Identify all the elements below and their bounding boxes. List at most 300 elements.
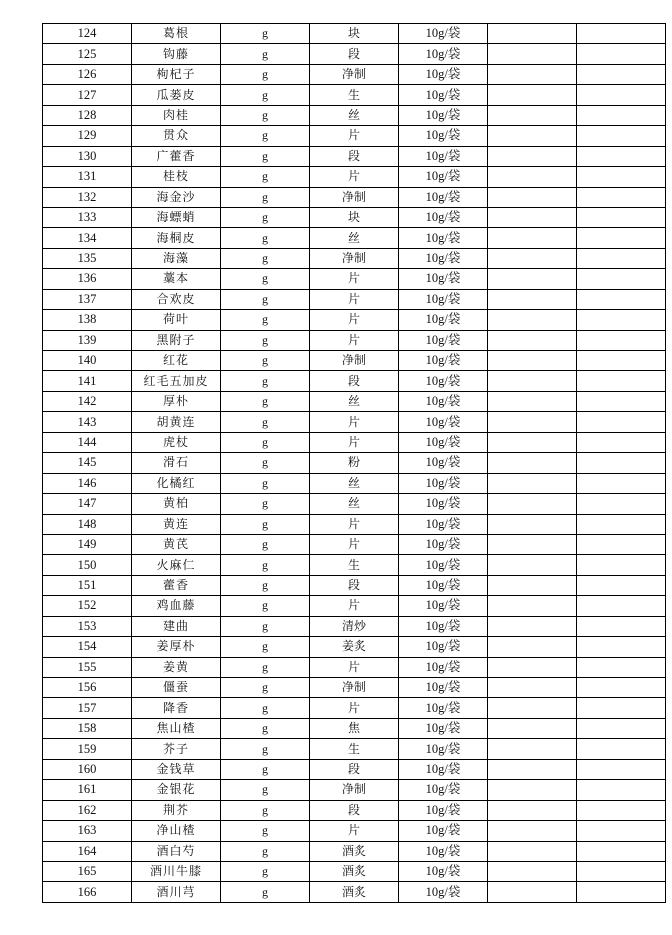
row-number-cell: 156: [43, 678, 132, 698]
row-number-cell: 162: [43, 800, 132, 820]
unit-cell: g: [221, 616, 310, 636]
empty-cell: [577, 391, 666, 411]
empty-cell: [488, 248, 577, 268]
package-spec-cell: 10g/袋: [399, 739, 488, 759]
row-number-cell: 158: [43, 718, 132, 738]
processing-form-cell: 焦: [310, 718, 399, 738]
table-row: [43, 432, 666, 452]
herb-name-cell: 黄芪: [132, 534, 221, 554]
unit-cell: g: [221, 514, 310, 534]
unit-cell: g: [221, 596, 310, 616]
processing-form-cell: 丝: [310, 473, 399, 493]
package-spec-cell: 10g/袋: [399, 473, 488, 493]
processing-form-cell: 净制: [310, 678, 399, 698]
package-spec-cell: 10g/袋: [399, 514, 488, 534]
empty-cell: [488, 575, 577, 595]
empty-cell: [488, 596, 577, 616]
unit-cell: g: [221, 330, 310, 350]
herb-name-cell: 海藻: [132, 248, 221, 268]
empty-cell: [488, 800, 577, 820]
processing-form-cell: 片: [310, 412, 399, 432]
processing-form-cell: 片: [310, 126, 399, 146]
row-number-cell: 124: [43, 24, 132, 44]
processing-form-cell: 片: [310, 167, 399, 187]
empty-cell: [577, 228, 666, 248]
row-number-cell: 154: [43, 637, 132, 657]
empty-cell: [488, 657, 577, 677]
row-number-cell: 159: [43, 739, 132, 759]
table-row: [43, 24, 666, 44]
herb-name-cell: 滑石: [132, 453, 221, 473]
unit-cell: g: [221, 821, 310, 841]
empty-cell: [577, 841, 666, 861]
herb-name-cell: 贯众: [132, 126, 221, 146]
empty-cell: [577, 739, 666, 759]
herb-name-cell: 瓜蒌皮: [132, 85, 221, 105]
unit-cell: g: [221, 187, 310, 207]
processing-form-cell: 片: [310, 289, 399, 309]
unit-cell: g: [221, 780, 310, 800]
empty-cell: [488, 780, 577, 800]
herb-name-cell: 黄连: [132, 514, 221, 534]
empty-cell: [488, 187, 577, 207]
processing-form-cell: 片: [310, 432, 399, 452]
processing-form-cell: 片: [310, 269, 399, 289]
table-row: [43, 637, 666, 657]
row-number-cell: 134: [43, 228, 132, 248]
empty-cell: [488, 126, 577, 146]
row-number-cell: 136: [43, 269, 132, 289]
row-number-cell: 142: [43, 391, 132, 411]
herb-name-cell: 桂枝: [132, 167, 221, 187]
herb-name-cell: 建曲: [132, 616, 221, 636]
package-spec-cell: 10g/袋: [399, 412, 488, 432]
empty-cell: [577, 146, 666, 166]
unit-cell: g: [221, 371, 310, 391]
processing-form-cell: 片: [310, 596, 399, 616]
empty-cell: [488, 85, 577, 105]
herb-name-cell: 藁本: [132, 269, 221, 289]
empty-cell: [488, 841, 577, 861]
unit-cell: g: [221, 310, 310, 330]
herb-name-cell: 葛根: [132, 24, 221, 44]
package-spec-cell: 10g/袋: [399, 351, 488, 371]
table-row: [43, 105, 666, 125]
empty-cell: [488, 882, 577, 902]
empty-cell: [577, 64, 666, 84]
empty-cell: [488, 678, 577, 698]
empty-cell: [577, 24, 666, 44]
table-row: [43, 207, 666, 227]
row-number-cell: 164: [43, 841, 132, 861]
herb-name-cell: 化橘红: [132, 473, 221, 493]
row-number-cell: 157: [43, 698, 132, 718]
row-number-cell: 155: [43, 657, 132, 677]
unit-cell: g: [221, 289, 310, 309]
package-spec-cell: 10g/袋: [399, 289, 488, 309]
package-spec-cell: 10g/袋: [399, 85, 488, 105]
table-row: [43, 391, 666, 411]
herb-name-cell: 钩藤: [132, 44, 221, 64]
package-spec-cell: 10g/袋: [399, 330, 488, 350]
unit-cell: g: [221, 391, 310, 411]
processing-form-cell: 块: [310, 24, 399, 44]
herb-name-cell: 藿香: [132, 575, 221, 595]
table-row: [43, 718, 666, 738]
package-spec-cell: 10g/袋: [399, 596, 488, 616]
unit-cell: g: [221, 64, 310, 84]
empty-cell: [577, 432, 666, 452]
table-row: [43, 167, 666, 187]
processing-form-cell: 段: [310, 44, 399, 64]
processing-form-cell: 段: [310, 371, 399, 391]
unit-cell: g: [221, 167, 310, 187]
package-spec-cell: 10g/袋: [399, 105, 488, 125]
package-spec-cell: 10g/袋: [399, 678, 488, 698]
empty-cell: [577, 187, 666, 207]
unit-cell: g: [221, 473, 310, 493]
row-number-cell: 139: [43, 330, 132, 350]
herb-name-cell: 姜黄: [132, 657, 221, 677]
processing-form-cell: 片: [310, 657, 399, 677]
empty-cell: [577, 698, 666, 718]
empty-cell: [488, 534, 577, 554]
table-row: [43, 616, 666, 636]
unit-cell: g: [221, 269, 310, 289]
package-spec-cell: 10g/袋: [399, 494, 488, 514]
package-spec-cell: 10g/袋: [399, 861, 488, 881]
unit-cell: g: [221, 146, 310, 166]
row-number-cell: 127: [43, 85, 132, 105]
empty-cell: [488, 412, 577, 432]
processing-form-cell: 段: [310, 759, 399, 779]
unit-cell: g: [221, 575, 310, 595]
unit-cell: g: [221, 44, 310, 64]
table-row: [43, 85, 666, 105]
herb-name-cell: 酒川芎: [132, 882, 221, 902]
table-row: [43, 412, 666, 432]
empty-cell: [577, 289, 666, 309]
table-row: [43, 289, 666, 309]
package-spec-cell: 10g/袋: [399, 637, 488, 657]
empty-cell: [488, 616, 577, 636]
unit-cell: g: [221, 248, 310, 268]
empty-cell: [577, 637, 666, 657]
row-number-cell: 166: [43, 882, 132, 902]
herb-name-cell: 肉桂: [132, 105, 221, 125]
empty-cell: [488, 514, 577, 534]
empty-cell: [488, 269, 577, 289]
processing-form-cell: 酒炙: [310, 861, 399, 881]
processing-form-cell: 块: [310, 207, 399, 227]
empty-cell: [577, 657, 666, 677]
processing-form-cell: 丝: [310, 494, 399, 514]
package-spec-cell: 10g/袋: [399, 657, 488, 677]
row-number-cell: 146: [43, 473, 132, 493]
table-row: [43, 351, 666, 371]
empty-cell: [488, 330, 577, 350]
table-row: [43, 657, 666, 677]
table-row: [43, 126, 666, 146]
table-row: [43, 514, 666, 534]
row-number-cell: 138: [43, 310, 132, 330]
package-spec-cell: 10g/袋: [399, 555, 488, 575]
empty-cell: [577, 575, 666, 595]
empty-cell: [577, 248, 666, 268]
package-spec-cell: 10g/袋: [399, 800, 488, 820]
row-number-cell: 165: [43, 861, 132, 881]
unit-cell: g: [221, 555, 310, 575]
row-number-cell: 163: [43, 821, 132, 841]
package-spec-cell: 10g/袋: [399, 167, 488, 187]
empty-cell: [488, 637, 577, 657]
unit-cell: g: [221, 453, 310, 473]
row-number-cell: 143: [43, 412, 132, 432]
empty-cell: [577, 310, 666, 330]
row-number-cell: 150: [43, 555, 132, 575]
package-spec-cell: 10g/袋: [399, 821, 488, 841]
unit-cell: g: [221, 228, 310, 248]
processing-form-cell: 生: [310, 555, 399, 575]
empty-cell: [577, 167, 666, 187]
unit-cell: g: [221, 432, 310, 452]
unit-cell: g: [221, 105, 310, 125]
table-row: [43, 575, 666, 595]
package-spec-cell: 10g/袋: [399, 187, 488, 207]
table-row: [43, 821, 666, 841]
row-number-cell: 161: [43, 780, 132, 800]
herb-name-cell: 海桐皮: [132, 228, 221, 248]
table-row: [43, 759, 666, 779]
row-number-cell: 147: [43, 494, 132, 514]
row-number-cell: 129: [43, 126, 132, 146]
processing-form-cell: 生: [310, 739, 399, 759]
empty-cell: [488, 64, 577, 84]
row-number-cell: 135: [43, 248, 132, 268]
table-body: [43, 24, 666, 903]
package-spec-cell: 10g/袋: [399, 391, 488, 411]
row-number-cell: 141: [43, 371, 132, 391]
unit-cell: g: [221, 534, 310, 554]
herb-name-cell: 酒川牛膝: [132, 861, 221, 881]
package-spec-cell: 10g/袋: [399, 146, 488, 166]
row-number-cell: 128: [43, 105, 132, 125]
row-number-cell: 132: [43, 187, 132, 207]
package-spec-cell: 10g/袋: [399, 310, 488, 330]
empty-cell: [577, 44, 666, 64]
herb-name-cell: 金银花: [132, 780, 221, 800]
empty-cell: [488, 494, 577, 514]
empty-cell: [488, 391, 577, 411]
package-spec-cell: 10g/袋: [399, 616, 488, 636]
empty-cell: [488, 228, 577, 248]
row-number-cell: 130: [43, 146, 132, 166]
package-spec-cell: 10g/袋: [399, 718, 488, 738]
package-spec-cell: 10g/袋: [399, 269, 488, 289]
empty-cell: [577, 514, 666, 534]
processing-form-cell: 酒炙: [310, 841, 399, 861]
empty-cell: [577, 780, 666, 800]
package-spec-cell: 10g/袋: [399, 432, 488, 452]
table-row: [43, 861, 666, 881]
empty-cell: [488, 24, 577, 44]
herb-name-cell: 芥子: [132, 739, 221, 759]
table-row: [43, 228, 666, 248]
unit-cell: g: [221, 678, 310, 698]
empty-cell: [577, 800, 666, 820]
empty-cell: [488, 105, 577, 125]
package-spec-cell: 10g/袋: [399, 44, 488, 64]
row-number-cell: 160: [43, 759, 132, 779]
processing-form-cell: 丝: [310, 391, 399, 411]
row-number-cell: 131: [43, 167, 132, 187]
herb-name-cell: 枸杞子: [132, 64, 221, 84]
empty-cell: [577, 882, 666, 902]
package-spec-cell: 10g/袋: [399, 882, 488, 902]
unit-cell: g: [221, 861, 310, 881]
package-spec-cell: 10g/袋: [399, 126, 488, 146]
herb-price-table: [42, 23, 666, 903]
processing-form-cell: 片: [310, 698, 399, 718]
empty-cell: [488, 371, 577, 391]
herb-name-cell: 鸡血藤: [132, 596, 221, 616]
empty-cell: [488, 821, 577, 841]
table-row: [43, 698, 666, 718]
table-row: [43, 146, 666, 166]
table-row: [43, 310, 666, 330]
package-spec-cell: 10g/袋: [399, 759, 488, 779]
unit-cell: g: [221, 126, 310, 146]
table-row: [43, 269, 666, 289]
package-spec-cell: 10g/袋: [399, 248, 488, 268]
herb-name-cell: 海螵蛸: [132, 207, 221, 227]
herb-name-cell: 广藿香: [132, 146, 221, 166]
processing-form-cell: 丝: [310, 228, 399, 248]
unit-cell: g: [221, 800, 310, 820]
processing-form-cell: 净制: [310, 187, 399, 207]
row-number-cell: 152: [43, 596, 132, 616]
empty-cell: [488, 555, 577, 575]
table-row: [43, 473, 666, 493]
herb-name-cell: 酒白芍: [132, 841, 221, 861]
empty-cell: [577, 473, 666, 493]
row-number-cell: 145: [43, 453, 132, 473]
package-spec-cell: 10g/袋: [399, 780, 488, 800]
herb-name-cell: 胡黄连: [132, 412, 221, 432]
empty-cell: [577, 759, 666, 779]
package-spec-cell: 10g/袋: [399, 24, 488, 44]
unit-cell: g: [221, 494, 310, 514]
empty-cell: [577, 105, 666, 125]
herb-name-cell: 黄柏: [132, 494, 221, 514]
row-number-cell: 151: [43, 575, 132, 595]
herb-name-cell: 合欢皮: [132, 289, 221, 309]
processing-form-cell: 生: [310, 85, 399, 105]
processing-form-cell: 净制: [310, 780, 399, 800]
processing-form-cell: 清炒: [310, 616, 399, 636]
herb-name-cell: 火麻仁: [132, 555, 221, 575]
empty-cell: [488, 473, 577, 493]
empty-cell: [488, 44, 577, 64]
table-row: [43, 555, 666, 575]
empty-cell: [488, 289, 577, 309]
table-row: [43, 64, 666, 84]
unit-cell: g: [221, 24, 310, 44]
empty-cell: [577, 85, 666, 105]
row-number-cell: 149: [43, 534, 132, 554]
processing-form-cell: 姜炙: [310, 637, 399, 657]
empty-cell: [488, 453, 577, 473]
herb-name-cell: 海金沙: [132, 187, 221, 207]
table-row: [43, 678, 666, 698]
herb-name-cell: 焦山楂: [132, 718, 221, 738]
table-row: [43, 739, 666, 759]
empty-cell: [577, 555, 666, 575]
processing-form-cell: 段: [310, 575, 399, 595]
empty-cell: [577, 821, 666, 841]
empty-cell: [488, 351, 577, 371]
empty-cell: [488, 146, 577, 166]
row-number-cell: 133: [43, 207, 132, 227]
herb-name-cell: 僵蚕: [132, 678, 221, 698]
unit-cell: g: [221, 841, 310, 861]
herb-name-cell: 虎杖: [132, 432, 221, 452]
processing-form-cell: 片: [310, 514, 399, 534]
herb-name-cell: 净山楂: [132, 821, 221, 841]
unit-cell: g: [221, 351, 310, 371]
package-spec-cell: 10g/袋: [399, 575, 488, 595]
package-spec-cell: 10g/袋: [399, 64, 488, 84]
herb-name-cell: 厚朴: [132, 391, 221, 411]
row-number-cell: 137: [43, 289, 132, 309]
empty-cell: [577, 207, 666, 227]
herb-name-cell: 金钱草: [132, 759, 221, 779]
row-number-cell: 153: [43, 616, 132, 636]
table-row: [43, 187, 666, 207]
empty-cell: [577, 453, 666, 473]
package-spec-cell: 10g/袋: [399, 371, 488, 391]
herb-name-cell: 红毛五加皮: [132, 371, 221, 391]
table-row: [43, 371, 666, 391]
unit-cell: g: [221, 718, 310, 738]
empty-cell: [577, 126, 666, 146]
empty-cell: [577, 616, 666, 636]
empty-cell: [577, 351, 666, 371]
row-number-cell: 125: [43, 44, 132, 64]
unit-cell: g: [221, 85, 310, 105]
package-spec-cell: 10g/袋: [399, 228, 488, 248]
processing-form-cell: 段: [310, 800, 399, 820]
unit-cell: g: [221, 657, 310, 677]
empty-cell: [577, 678, 666, 698]
table-row: [43, 453, 666, 473]
table-row: [43, 800, 666, 820]
unit-cell: g: [221, 739, 310, 759]
unit-cell: g: [221, 882, 310, 902]
unit-cell: g: [221, 207, 310, 227]
table-row: [43, 882, 666, 902]
processing-form-cell: 净制: [310, 248, 399, 268]
processing-form-cell: 片: [310, 310, 399, 330]
package-spec-cell: 10g/袋: [399, 534, 488, 554]
empty-cell: [488, 698, 577, 718]
empty-cell: [577, 371, 666, 391]
processing-form-cell: 段: [310, 146, 399, 166]
table-row: [43, 841, 666, 861]
empty-cell: [488, 310, 577, 330]
processing-form-cell: 片: [310, 534, 399, 554]
empty-cell: [488, 432, 577, 452]
